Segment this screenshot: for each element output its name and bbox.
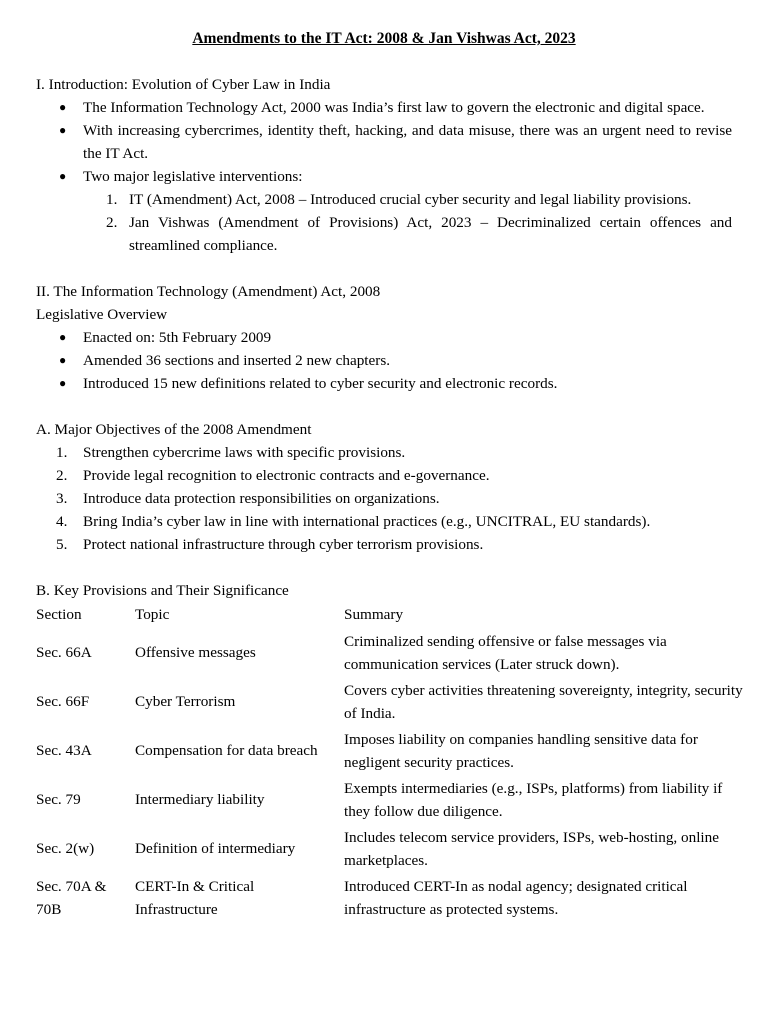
list-item: 2. Jan Vishwas (Amendment of Provisions) Act, 2023 – Decriminalized certain offences and streamlined compliance. xyxy=(106,214,732,254)
cell-summary: Imposes liability on companies handling sensitive data for negligent security practices. xyxy=(344,730,698,771)
section-2-subheading: Legislative Overview xyxy=(36,306,168,323)
cell-summary: Criminalized sending offensive or false messages via communication services (Later struck down). xyxy=(344,632,667,673)
cell-section: Sec. 2(w) xyxy=(36,840,95,857)
bullet-icon: ● xyxy=(59,123,67,137)
cell-summary: Introduced CERT-In as nodal agency; designated critical infrastructure as protected systems. xyxy=(344,877,688,918)
column-header-topic: Topic xyxy=(135,606,170,623)
list-item: ● With increasing cybercrimes, identity theft, hacking, and data misuse, there was an urgent need to revise the IT Act. xyxy=(36,119,732,165)
table-row xyxy=(33,677,747,726)
list-item: 5. Protect national infrastructure through cyber terrorism provisions. xyxy=(56,536,484,553)
legislative-interventions-list xyxy=(36,188,732,257)
list-item: 1. IT (Amendment) Act, 2008 – Introduced crucial cyber security and legal liability provisions. xyxy=(106,191,692,208)
section-1-bullets xyxy=(36,96,732,257)
bullet-icon: ● xyxy=(59,169,67,183)
table-row xyxy=(33,824,747,873)
cell-topic: Cyber Terrorism xyxy=(135,693,236,710)
table-header-row xyxy=(33,602,747,628)
provisions-table xyxy=(33,602,747,922)
table-row xyxy=(33,873,747,922)
list-item: ● Amended 36 sections and inserted 2 new chapters. xyxy=(36,349,732,372)
objectives-list xyxy=(36,441,732,556)
table-row xyxy=(33,628,747,677)
cell-summary: Exempts intermediaries (e.g., ISPs, platforms) from liability if they follow due diligence. xyxy=(344,779,723,820)
list-item: 4. Bring India’s cyber law in line with international practices (e.g., UNCITRAL, EU standards). xyxy=(56,513,651,530)
list-item: 3. Introduce data protection responsibilities on organizations. xyxy=(56,490,440,507)
list-item: ● Two major legislative interventions: 1. IT (Amendment) Act, 2008 – Introduced crucial cyber security and legal liability provisions. 2. Jan Vishwas (Amendment of Provisions) Act, 2023 – Decriminalized certain offences and streamlined compliance. xyxy=(36,165,732,257)
section-a-heading: A. Major Objectives of the 2008 Amendment xyxy=(36,421,312,438)
list-item: ● Enacted on: 5th February 2009 xyxy=(36,326,732,349)
cell-summary: Covers cyber activities threatening sovereignty, integrity, security of India. xyxy=(344,681,743,722)
section-1-heading: I. Introduction: Evolution of Cyber Law in India xyxy=(36,76,331,93)
cell-section: Sec. 79 xyxy=(36,791,81,808)
list-item: 1. Strengthen cybercrime laws with specific provisions. xyxy=(56,444,406,461)
bullet-icon: ● xyxy=(59,330,67,344)
list-item: ● The Information Technology Act, 2000 was India’s first law to govern the electronic and digital space. xyxy=(36,96,732,119)
cell-topic: Definition of intermediary xyxy=(135,840,296,857)
bullet-icon: ● xyxy=(59,353,67,367)
table-row xyxy=(33,726,747,775)
cell-section: Sec. 70A & 70B xyxy=(36,877,107,918)
cell-topic: CERT-In & Critical Infrastructure xyxy=(135,877,255,918)
column-header-section: Section xyxy=(36,606,82,623)
list-item: ● Introduced 15 new definitions related to cyber security and electronic records. xyxy=(36,372,732,395)
column-header-summary: Summary xyxy=(344,606,404,623)
cell-topic: Offensive messages xyxy=(135,644,256,661)
cell-topic: Intermediary liability xyxy=(135,791,265,808)
section-2-bullets xyxy=(36,326,732,395)
cell-section: Sec. 66F xyxy=(36,693,90,710)
bullet-icon: ● xyxy=(59,376,67,390)
document-page xyxy=(36,27,743,922)
cell-topic: Compensation for data breach xyxy=(135,742,318,759)
table-row xyxy=(33,775,747,824)
bullet-icon: ● xyxy=(59,100,67,114)
section-b-heading: B. Key Provisions and Their Significance xyxy=(36,582,289,599)
document-title: Amendments to the IT Act: 2008 & Jan Vishwas Act, 2023 xyxy=(192,30,576,47)
list-item: 2. Provide legal recognition to electronic contracts and e-governance. xyxy=(56,467,490,484)
cell-section: Sec. 66A xyxy=(36,644,92,661)
section-2-heading: II. The Information Technology (Amendment) Act, 2008 xyxy=(36,283,381,300)
cell-summary: Includes telecom service providers, ISPs, web-hosting, online marketplaces. xyxy=(344,828,719,869)
cell-section: Sec. 43A xyxy=(36,742,92,759)
